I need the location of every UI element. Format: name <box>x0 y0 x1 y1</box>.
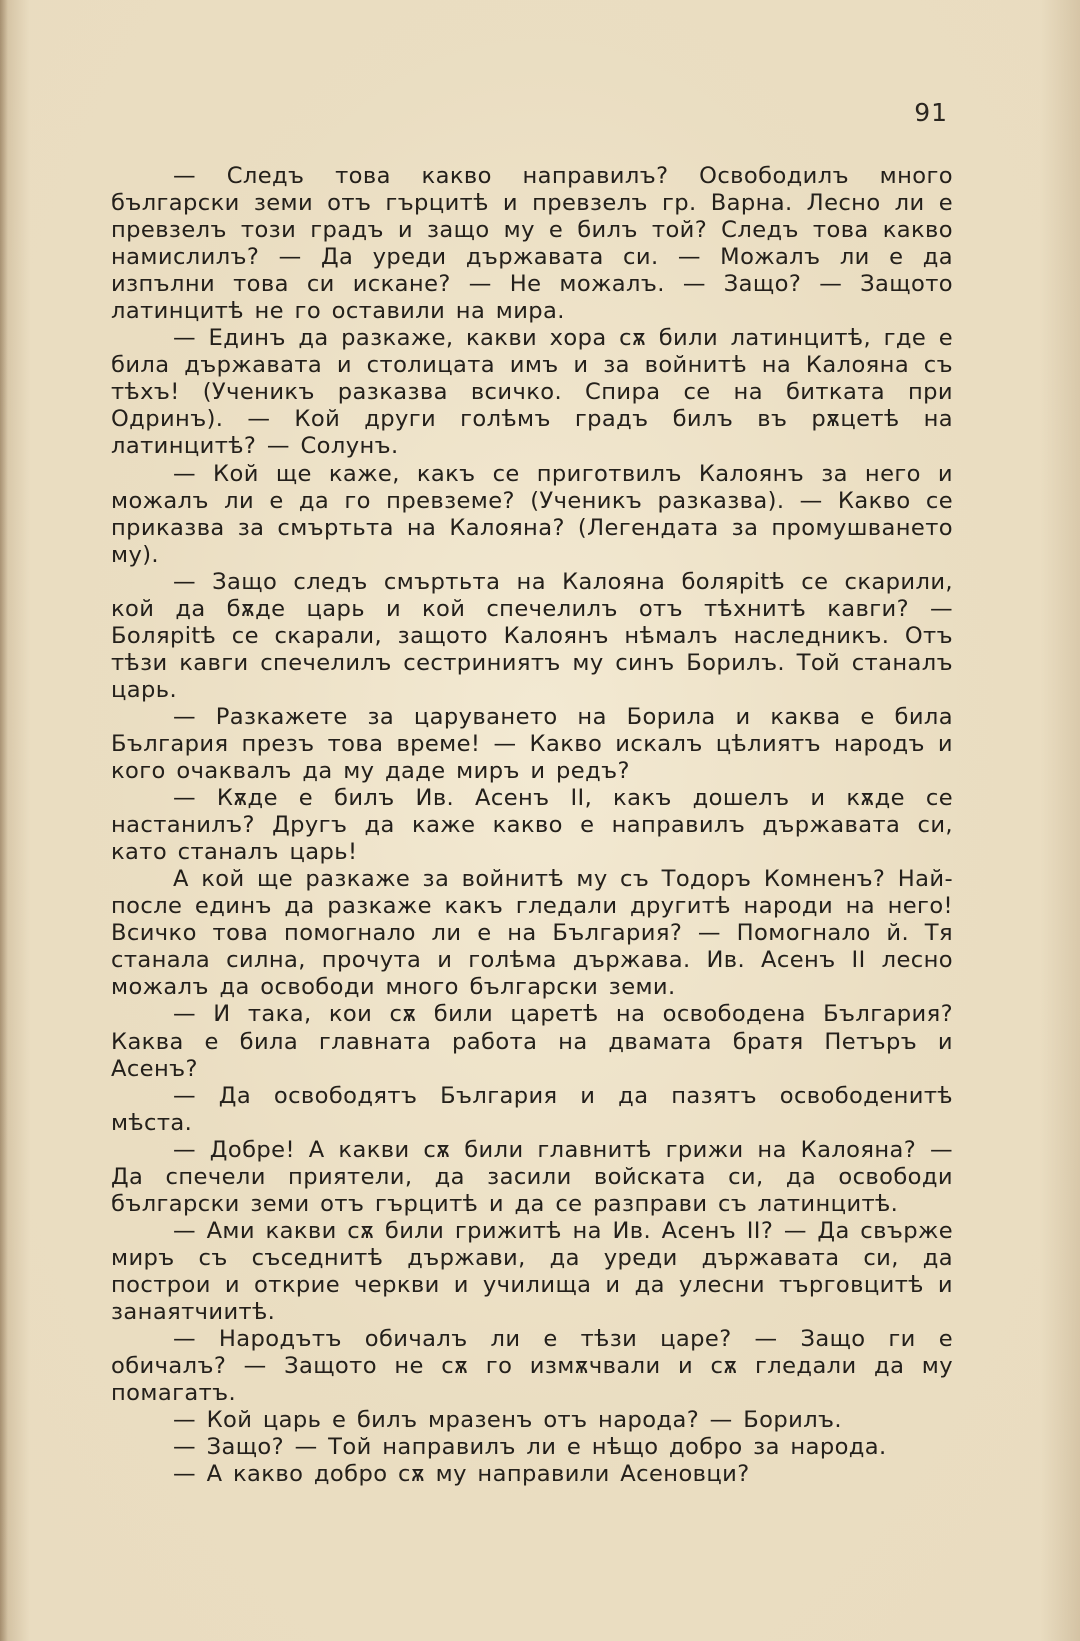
paragraph: — Единъ да разкаже, какви хора сѫ били латинцитѣ, где е била държавата и столицата имъ и за войнитѣ на Калояна съ тѣхъ! (Ученикъ разказва всичко. Спира се на битката при Одринъ). — Кой други голѣмъ градъ билъ въ рѫцетѣ на латинцитѣ? — Солунъ. <box>111 325 953 460</box>
paragraph: — Следъ това какво направилъ? Освободилъ много български земи отъ гърцитѣ и превзелъ гр. Варна. Лесно ли е превзелъ този градъ и защо му е билъ той? Следъ това какво намислилъ? — Да уреди държавата си. — Можалъ ли е да изпълни това си искане? — Не можалъ. — Защо? — Защото латинцитѣ не го оставили на мира. <box>111 163 953 325</box>
paragraph: — Кой ще каже, какъ се приготвилъ Калоянъ за него и можалъ ли е да го превземе? (Ученикъ разказва). — Какво се приказва за смъртьта на Калояна? (Легендата за промушването му). <box>111 460 953 568</box>
paragraph: — Кѫде е билъ Ив. Асенъ II, какъ дошелъ и кѫде се настанилъ? Другъ да каже какво е направилъ държавата си, като станалъ царь! <box>111 785 953 866</box>
paragraph: — Разкажете за царуването на Борила и каква е била България презъ това време! — Какво искалъ цѣлиятъ народъ и кого очаквалъ да му даде миръ и редъ? <box>111 703 953 785</box>
paragraph: — Ами какви сѫ били грижитѣ на Ив. Асенъ II? — Да свърже миръ съ съседнитѣ държави, да уреди държавата си, да построи и открие черкви и училища и да улесни търговцитѣ и занаятчиитѣ. <box>111 1217 953 1325</box>
paragraph: — А какво добро сѫ му направили Асеновци? <box>173 1461 750 1488</box>
paragraph: А кой ще разкаже за войнитѣ му съ Тодоръ Комненъ? Най-после единъ да разкаже какъ гледали другитѣ народи на него! Всичко това помогнало ли е на България? — Помогнало й. Тя станала силна, прочута и голѣма държава. Ив. Асенъ II лесно можалъ да освободи много български земи. <box>111 866 953 1001</box>
paragraph: — И така, кои сѫ били царетѣ на освободена България? Каква е била главната работа на двамата братя Петъръ и Асенъ? <box>111 1001 953 1082</box>
paragraph: — Защо следъ смъртьта на Калояна болярitѣ се скарили, кой да бѫде царь и кой спечелилъ отъ тѣхнитѣ кавги? — Болярitѣ се скарали, защото Калоянъ нѣмалъ наследникъ. Отъ тѣзи кавги спечелилъ сестриниятъ му синъ Борилъ. Той станалъ царь. <box>111 568 953 703</box>
paragraph: — Защо? — Той направилъ ли е нѣщо добро за народа. <box>173 1434 887 1461</box>
body-text <box>111 163 953 1488</box>
page-number: 91 <box>914 98 948 127</box>
paragraph: — Народътъ обичалъ ли е тѣзи царе? — Защо ги е обичалъ? — Защото не сѫ го измѫчвали и сѫ гледали да му помагатъ. <box>111 1326 953 1407</box>
paragraph: — Да освободятъ България и да пазятъ освободенитѣ мѣста. <box>111 1082 953 1136</box>
paragraph: — Кой царь е билъ мразенъ отъ народа? — Борилъ. <box>173 1407 842 1434</box>
paragraph: — Добре! А какви сѫ били главнитѣ грижи на Калояна? — Да спечели приятели, да засили войската си, да освободи български земи отъ гърцитѣ и да се разправи съ латинцитѣ. <box>111 1136 953 1217</box>
